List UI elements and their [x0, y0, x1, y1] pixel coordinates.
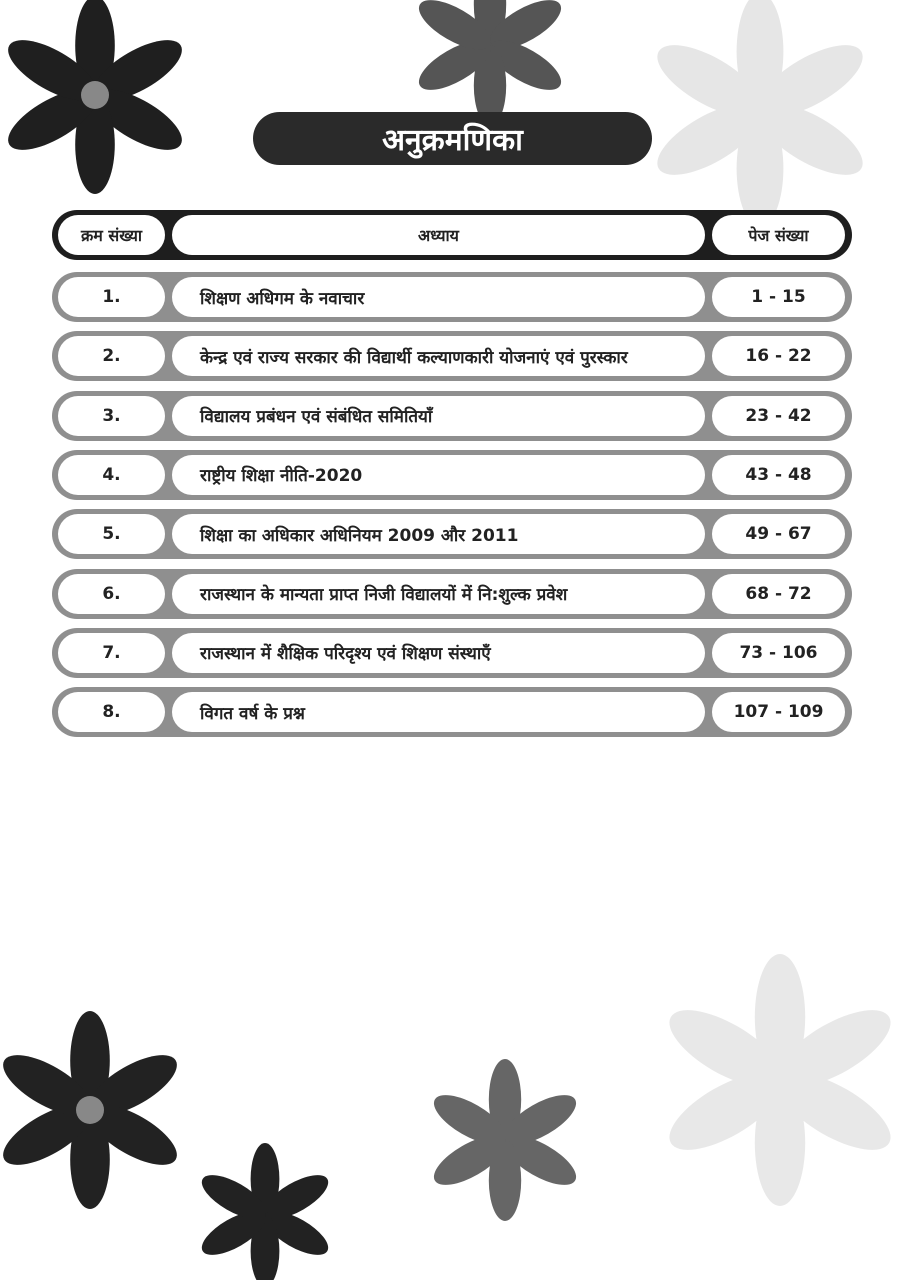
chapter-number: 5.: [58, 514, 165, 554]
page-range: 68 - 72: [712, 574, 845, 614]
flower-icon: [412, 0, 568, 126]
header-serial: क्रम संख्या: [58, 215, 165, 255]
chapter-title[interactable]: विद्यालय प्रबंधन एवं संबंधित समितियाँ: [172, 396, 705, 436]
chapter-number: 2.: [58, 336, 165, 376]
chapter-number: 1.: [58, 277, 165, 317]
chapter-title[interactable]: शिक्षा का अधिकार अधिनियम 2009 और 2011: [172, 514, 705, 554]
page-title: अनुक्रमणिका: [253, 112, 652, 165]
toc-row[interactable]: [52, 509, 852, 559]
toc-row[interactable]: [52, 628, 852, 678]
chapter-number: 6.: [58, 574, 165, 614]
page-range: 73 - 106: [712, 633, 845, 673]
page-range: 107 - 109: [712, 692, 845, 732]
page-range: 1 - 15: [712, 277, 845, 317]
toc-row[interactable]: [52, 331, 852, 381]
page-range: 49 - 67: [712, 514, 845, 554]
toc-row[interactable]: [52, 687, 852, 737]
table-header: [52, 210, 852, 260]
chapter-title[interactable]: राजस्थान के मान्यता प्राप्त निजी विद्यालयों में नि:शुल्क प्रवेश: [172, 574, 705, 614]
chapter-title[interactable]: केन्द्र एवं राज्य सरकार की विद्यार्थी कल्याणकारी योजनाएं एवं पुरस्कार: [172, 336, 705, 376]
chapter-number: 4.: [58, 455, 165, 495]
toc-row[interactable]: [52, 391, 852, 441]
page-range: 43 - 48: [712, 455, 845, 495]
header-chapter: अध्याय: [172, 215, 705, 255]
chapter-number: 3.: [58, 396, 165, 436]
page-range: 23 - 42: [712, 396, 845, 436]
flower-icon: [195, 1143, 334, 1280]
chapter-title[interactable]: राजस्थान में शैक्षिक परिदृश्य एवं शिक्षण संस्थाएँ: [172, 633, 705, 673]
chapter-number: 8.: [58, 692, 165, 732]
toc-row[interactable]: [52, 450, 852, 500]
chapter-title[interactable]: राष्ट्रीय शिक्षा नीति-2020: [172, 455, 705, 495]
flower-icon: [647, 0, 873, 227]
toc-row[interactable]: [52, 569, 852, 619]
chapter-title[interactable]: विगत वर्ष के प्रश्न: [172, 692, 705, 732]
chapter-title[interactable]: शिक्षण अधिगम के नवाचार: [172, 277, 705, 317]
chapter-number: 7.: [58, 633, 165, 673]
page-range: 16 - 22: [712, 336, 845, 376]
flower-icon: [427, 1059, 583, 1221]
header-page: पेज संख्या: [712, 215, 845, 255]
toc-row[interactable]: [52, 272, 852, 322]
flower-icon: [658, 954, 901, 1206]
